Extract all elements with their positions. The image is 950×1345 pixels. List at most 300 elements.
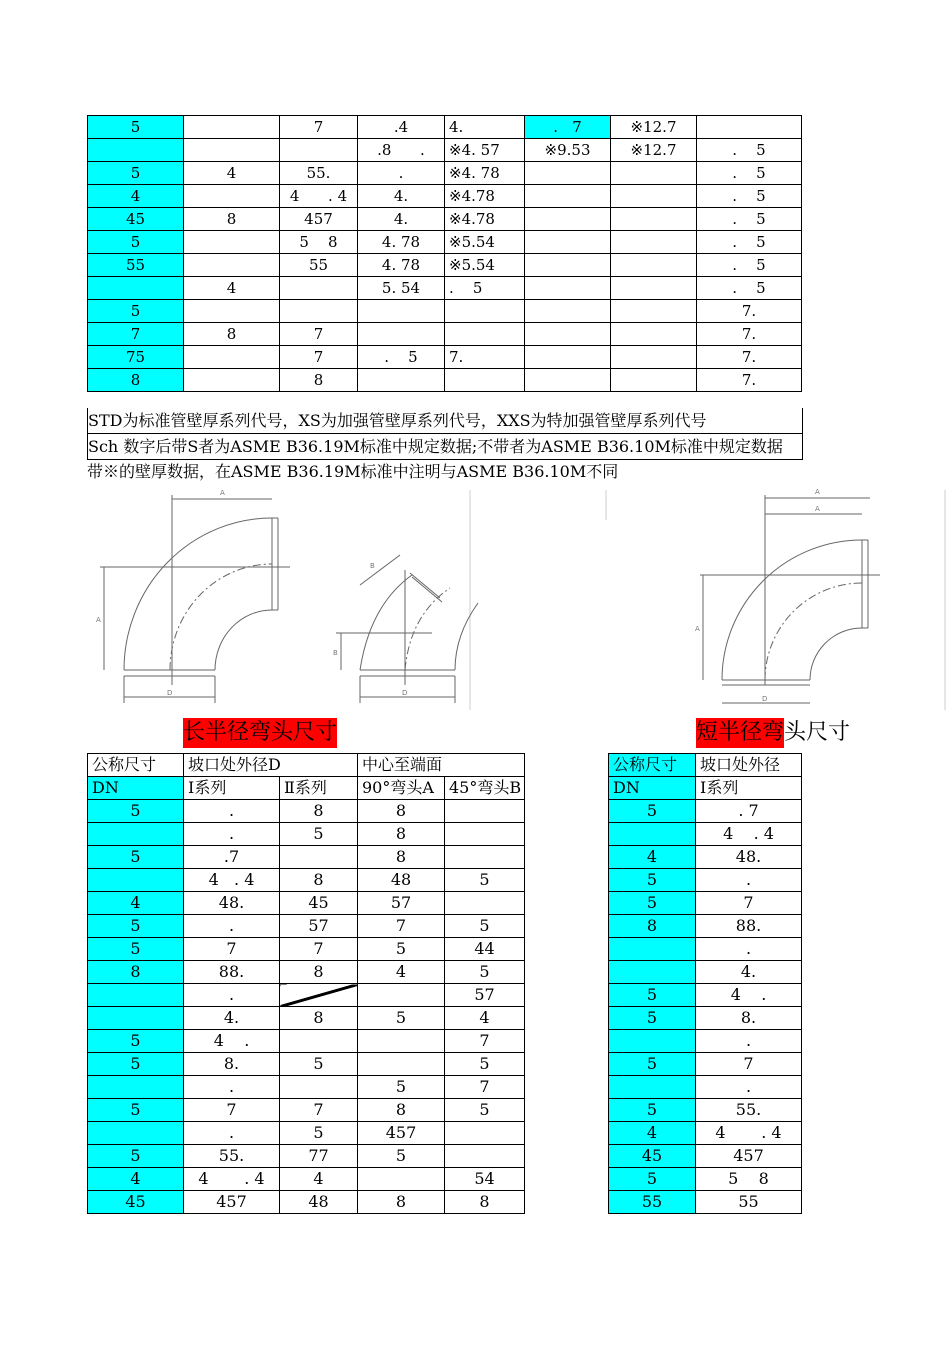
wall-table-row [88,254,802,277]
wall-table-cell: . 5 [697,231,802,254]
wall-table-cell [525,346,611,369]
wall-table-cell [280,139,358,162]
long-table-cell: 8 [280,961,358,984]
wall-table-cell [184,185,280,208]
wall-table-cell [525,300,611,323]
long-table-cell: 57 [445,984,525,1007]
short-table-cell: 5 [609,1007,696,1030]
wall-table-cell: . 5 [697,162,802,185]
wall-table-cell: 5 [88,231,184,254]
label-a-short-top: A [815,488,820,496]
wall-table-cell [611,231,697,254]
wall-table-cell [697,116,802,139]
long-table-cell: 48. [184,892,280,915]
wall-table-cell [611,300,697,323]
short-radius-90-elbow-drawing [700,495,880,703]
long-table-cell: 8. [184,1053,280,1076]
long-radius-90-elbow-drawing [100,495,290,703]
wall-table-cell: .4 [358,116,445,139]
long-table-cell: 8 [445,1191,525,1214]
long-table-cell: 5 [445,1053,525,1076]
wall-table-cell: 4 . 4 [280,185,358,208]
wall-table-cell [184,254,280,277]
wall-table-cell: ※5.54 [445,231,525,254]
short-table-cell: 8. [696,1007,802,1030]
long-table-cell: 7 [280,1099,358,1122]
wall-table-cell [525,208,611,231]
long-table-cell: 57 [358,892,445,915]
long-table-cell: 8 [88,961,184,984]
long-table-cell: 48 [280,1191,358,1214]
wall-table-cell [280,277,358,300]
short-table-cell: 7 [696,892,802,915]
long-table-cell: 8 [280,800,358,823]
note-sch-s: Sch 数字后带S者为ASME B36.19M标准中规定数据;不带者为ASME B36.10M标准中规定数据 [87,434,803,460]
45-degree-elbow-drawing [336,555,478,703]
short-table-row [609,1168,802,1191]
wall-table-cell [184,116,280,139]
note-asterisk: 带※的壁厚数据，在ASME B36.19M标准中注明与ASME B36.10M不同 [87,462,619,481]
wall-table-cell: . 5 [697,208,802,231]
wall-table-cell: 4. 78 [358,231,445,254]
wall-table-cell: 55 [280,254,358,277]
short-table-cell: 45 [609,1145,696,1168]
long-table-cell: 4 [280,1168,358,1191]
long-table-row [88,1099,525,1122]
wall-table-cell [280,300,358,323]
long-table-cell: 45 [280,892,358,915]
long-table-cell [88,1007,184,1030]
long-table-cell [358,1053,445,1076]
long-table-cell: 5 [88,1099,184,1122]
long-table-cell: 5 [88,846,184,869]
long-table-cell: 54 [445,1168,525,1191]
short-table-row [609,1122,802,1145]
short-radius-table [608,753,802,1214]
long-table-row [88,915,525,938]
long-table-cell: 4. [184,1007,280,1030]
long-table-cell: . [184,823,280,846]
long-table-cell: 57 [280,915,358,938]
long-table-cell: 4 . [184,1030,280,1053]
wall-table-cell [88,277,184,300]
wall-table-cell [611,185,697,208]
wall-table-cell [445,323,525,346]
short-radius-title [696,718,850,748]
wall-table-cell: 55. [280,162,358,185]
long-table-cell [445,1122,525,1145]
short-table-cell [609,1030,696,1053]
label-d-45: D [402,689,408,697]
long-radius-title-text: 长半径弯头尺寸 [183,718,337,748]
long-table-cell: 5 [358,1145,445,1168]
note-std-xs-xxs: STD为标准管壁厚系列代号，XS为加强管壁厚系列代号，XXS为特加强管壁厚系列代号 [87,408,803,434]
wall-table-cell [445,369,525,392]
wall-table-cell [525,369,611,392]
long-table-row [88,1053,525,1076]
header-45-elbow-b: 45°弯头B [445,777,525,800]
long-table-cell: 8 [358,823,445,846]
long-table-cell: 8 [358,846,445,869]
short-table-cell: . [696,1030,802,1053]
short-table-cell [609,938,696,961]
long-table-cell [280,984,358,1007]
header-series-2: Ⅱ系列 [280,777,358,800]
wall-table-cell [525,323,611,346]
long-table-cell: 4 [88,892,184,915]
wall-table-cell: 4 [184,162,280,185]
long-table-cell: 8 [358,800,445,823]
long-table-cell [445,892,525,915]
long-table-cell [358,984,445,1007]
wall-table-cell [611,346,697,369]
long-table-cell: 457 [184,1191,280,1214]
long-table-cell: 8 [358,1191,445,1214]
short-table-cell: 5 [609,1168,696,1191]
label-b-45: B [370,562,375,570]
wall-table-cell [525,185,611,208]
short-table-cell: 5 8 [696,1168,802,1191]
wall-table-cell [611,162,697,185]
short-table-cell: 8 [609,915,696,938]
header-90-elbow-a: 90°弯头A [358,777,445,800]
short-table-cell: 5 [609,984,696,1007]
wall-table-cell: 7. [697,323,802,346]
wall-table-cell: 5. 54 [358,277,445,300]
long-table-row [88,1145,525,1168]
short-table-cell: 4 . 4 [696,823,802,846]
long-table-cell: 5 [88,800,184,823]
short-table-cell: 457 [696,1145,802,1168]
short-table-cell: 4 . 4 [696,1122,802,1145]
long-header-row-1 [88,754,525,777]
long-table-cell [88,869,184,892]
short-table-cell: . [696,1076,802,1099]
long-table-cell: 5 [280,1122,358,1145]
wall-table-cell: . 5 [358,346,445,369]
short-radius-title-red: 短半径弯 [696,718,784,748]
long-table-cell: 88. [184,961,280,984]
long-table-row [88,1168,525,1191]
short-table-row [609,1145,802,1168]
long-table-cell [88,1122,184,1145]
short-table-row [609,1099,802,1122]
long-table-row [88,1007,525,1030]
short-table-cell [609,823,696,846]
short-table-cell: 55 [609,1191,696,1214]
wall-table-cell: 7. [445,346,525,369]
long-table-cell: 8 [280,1007,358,1030]
short-table-cell: 5 [609,1053,696,1076]
wall-table-cell: 8 [88,369,184,392]
long-table-cell: 4 [445,1007,525,1030]
wall-table-cell [358,323,445,346]
wall-table-cell: 7. [697,346,802,369]
short-table-row [609,846,802,869]
short-table-row [609,915,802,938]
wall-table-cell [611,369,697,392]
long-table-cell [445,823,525,846]
short-table-cell: 5 [609,1099,696,1122]
short-table-row [609,869,802,892]
wall-table-cell: . 5 [697,277,802,300]
long-table-cell [280,1076,358,1099]
long-table-cell: 48 [358,869,445,892]
wall-table-cell: 457 [280,208,358,231]
wall-table-cell: 4. [445,116,525,139]
short-table-cell: 55. [696,1099,802,1122]
long-table-cell: 7 [358,915,445,938]
wall-table-row [88,277,802,300]
short-table-cell: 7 [696,1053,802,1076]
short-table-row [609,892,802,915]
long-table-cell: 45 [88,1191,184,1214]
long-table-cell: 7 [445,1030,525,1053]
wall-table-cell [525,254,611,277]
wall-table-cell [184,139,280,162]
wall-table-cell: 4. 78 [358,254,445,277]
long-table-row [88,846,525,869]
long-table-cell: 4 . 4 [184,1168,280,1191]
wall-table-row [88,185,802,208]
long-table-cell [445,800,525,823]
long-radius-table [87,753,525,1214]
short-table-cell: 5 [609,869,696,892]
long-table-row [88,984,525,1007]
long-table-cell: 5 [445,1099,525,1122]
wall-table-cell [184,369,280,392]
short-table-row [609,1053,802,1076]
wall-table-cell: ※12.7 [611,139,697,162]
wall-table-cell: 45 [88,208,184,231]
long-table-cell: . [184,1122,280,1145]
long-table-cell [445,1145,525,1168]
long-table-row [88,1122,525,1145]
long-table-row [88,938,525,961]
wall-table-cell: . [358,162,445,185]
header-center-to-end: 中心至端面 [358,754,525,777]
long-table-cell: 5 [445,869,525,892]
short-header-dn: DN [609,777,696,800]
long-table-cell: 5 [358,1076,445,1099]
long-header-row-2 [88,777,525,800]
long-table-cell: 7 [445,1076,525,1099]
short-header-row-1 [609,754,802,777]
wall-table-cell [445,300,525,323]
short-table-cell: 4. [696,961,802,984]
wall-table-cell: . 7 [525,116,611,139]
long-table-cell: 55. [184,1145,280,1168]
long-table-cell: 5 [445,915,525,938]
long-table-cell: . [184,1076,280,1099]
short-table-row [609,961,802,984]
long-table-cell: . [184,984,280,1007]
short-table-cell: . 7 [696,800,802,823]
short-table-row [609,938,802,961]
long-table-cell: 4 . 4 [184,869,280,892]
long-table-row [88,800,525,823]
short-table-row [609,1076,802,1099]
long-table-cell: 5 [445,961,525,984]
wall-table-cell: . 5 [445,277,525,300]
wall-table-cell: ※9.53 [525,139,611,162]
long-table-cell: 5 [280,823,358,846]
wall-table-cell [358,369,445,392]
wall-table-cell: 7. [697,369,802,392]
wall-table-cell [184,300,280,323]
wall-table-cell: 8 [280,369,358,392]
short-table-cell: 48. [696,846,802,869]
short-table-row [609,984,802,1007]
long-table-cell: 7 [280,938,358,961]
wall-table-row [88,116,802,139]
long-table-cell: 5 [88,1145,184,1168]
short-table-cell: 5 [609,892,696,915]
long-table-cell: . [184,800,280,823]
long-table-row [88,961,525,984]
long-table-cell [445,846,525,869]
long-table-cell: 5 [88,938,184,961]
long-table-cell: . [184,915,280,938]
wall-table-cell [525,231,611,254]
short-table-row [609,1030,802,1053]
wall-table-cell [88,139,184,162]
wall-table-cell: 8 [184,323,280,346]
long-table-cell: 4 [88,1168,184,1191]
long-table-cell [88,1076,184,1099]
wall-table-cell: 7 [280,346,358,369]
header-bevel-od: 坡口处外径D [184,754,358,777]
long-radius-title [183,718,337,748]
wall-table-row [88,208,802,231]
long-table-cell [280,1030,358,1053]
short-table-cell: . [696,869,802,892]
wall-table-cell [611,323,697,346]
wall-table-cell: 75 [88,346,184,369]
wall-table-cell [611,277,697,300]
wall-table-cell: .8 . [358,139,445,162]
long-table-cell [358,1168,445,1191]
wall-table-cell [184,346,280,369]
label-a-long-side: A [96,616,101,624]
short-radius-title-rest: 头尺寸 [784,720,851,745]
wall-table-cell [611,254,697,277]
long-table-cell: 4 [358,961,445,984]
long-table-cell: 5 [358,1007,445,1030]
wall-table-cell [525,162,611,185]
long-table-row [88,823,525,846]
wall-table-cell: 4. [358,185,445,208]
short-table-row [609,823,802,846]
long-table-cell: 8 [358,1099,445,1122]
wall-table-cell: ※4.78 [445,185,525,208]
wall-table-cell: . 5 [697,185,802,208]
short-table-cell [609,961,696,984]
wall-table-row [88,231,802,254]
label-b-45-side: B [333,649,338,657]
wall-table-row [88,139,802,162]
wall-table-cell: 4. [358,208,445,231]
wall-table-cell: 4 [88,185,184,208]
wall-table-cell: ※5.54 [445,254,525,277]
long-table-cell: .7 [184,846,280,869]
short-header-nominal-size: 公称尺寸 [609,754,696,777]
wall-table-cell: 7 [280,323,358,346]
long-table-row [88,1076,525,1099]
wall-table-cell: 8 [184,208,280,231]
long-table-cell: 7 [184,1099,280,1122]
wall-table-row [88,346,802,369]
wall-table-cell [611,208,697,231]
short-table-row [609,1191,802,1214]
header-nominal-size: 公称尺寸 [88,754,184,777]
elbow-diagrams [0,485,950,715]
wall-table-row [88,162,802,185]
short-table-row [609,800,802,823]
wall-table-cell: 5 [88,116,184,139]
long-table-cell: 5 [88,915,184,938]
label-a-short: A [815,505,820,513]
long-table-cell: 5 [88,1030,184,1053]
long-table-row [88,869,525,892]
short-table-cell: 5 [609,800,696,823]
label-a-short-side: A [695,625,700,633]
wall-table-cell: 7. [697,300,802,323]
long-table-cell: 77 [280,1145,358,1168]
wall-table-row [88,369,802,392]
label-d-long: D [167,689,173,697]
short-header-bevel-od: 坡口处外径 [696,754,802,777]
long-table-cell [358,1030,445,1053]
wall-table-cell [358,300,445,323]
wall-table-cell [525,277,611,300]
wall-table-cell: 55 [88,254,184,277]
wall-table-cell: ※4.78 [445,208,525,231]
header-series-1: Ⅰ系列 [184,777,280,800]
wall-table-cell: . 5 [697,139,802,162]
short-table-cell: 4 . [696,984,802,1007]
short-header-row-2 [609,777,802,800]
wall-table-cell: 4 [184,277,280,300]
long-table-cell: 5 [358,938,445,961]
wall-table-cell: 5 [88,162,184,185]
wall-table-cell: ※4. 78 [445,162,525,185]
short-header-series-1: Ⅰ系列 [696,777,802,800]
long-table-cell: 5 [280,1053,358,1076]
label-a-long: A [220,489,225,497]
long-table-row [88,1030,525,1053]
short-table-cell: . [696,938,802,961]
long-table-cell: 457 [358,1122,445,1145]
label-d-short: D [762,695,768,703]
long-table-cell: 44 [445,938,525,961]
short-table-cell: 55 [696,1191,802,1214]
short-table-cell: 4 [609,1122,696,1145]
wall-table-cell: ※4. 57 [445,139,525,162]
long-table-cell: 8 [280,869,358,892]
wall-table-cell [184,231,280,254]
short-table-cell: 88. [696,915,802,938]
long-table-cell [280,846,358,869]
wall-table-cell: 5 8 [280,231,358,254]
wall-table-cell: . 5 [697,254,802,277]
long-table-row [88,892,525,915]
header-dn: DN [88,777,184,800]
wall-table-cell: 7 [88,323,184,346]
short-table-cell: 4 [609,846,696,869]
long-table-cell: 5 [88,1053,184,1076]
long-table-cell [88,984,184,1007]
